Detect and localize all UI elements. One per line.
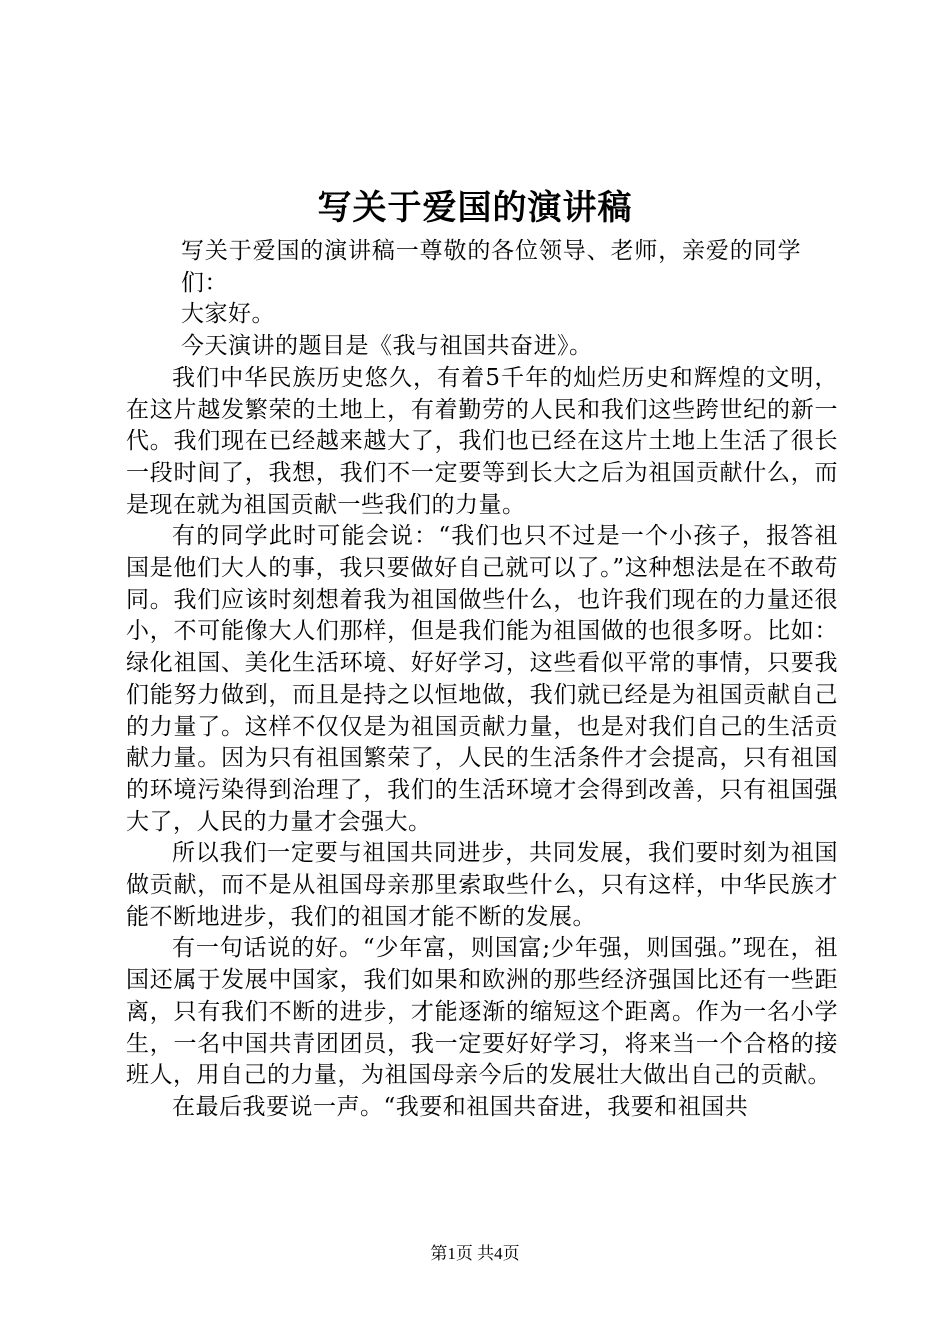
paragraph-contribution: 有的同学此时可能会说：“我们也只不过是一个小孩子，报答祖国是他们大人的事，我只要做好自己就可以了。”这种想法是在不敢苟同。我们应该时刻想着我为祖国做些什么，也许我们现在的力量还很小，不可能像大人们那样，但是我们能为祖国做的也很多呀。比如：绿化祖国、美化生活环境、好好学习，这些看似平常的事情，只要我们能努力做到，而且是持之以恒地做，我们就已经是为祖国贡献自己的力量了。这样不仅仅是为祖国贡献力量，也是对我们自己的生活贡献力量。因为只有祖国繁荣了，人民的生活条件才会提高，只有祖国的环境污染得到治理了，我们的生活环境才会得到改善，只有祖国强大了，人民的力量才会强大。: [126, 523, 838, 835]
paragraph-closing: 在最后我要说一声。“我要和祖国共奋进，我要和祖国共: [172, 1093, 749, 1120]
paragraph-topic: 今天演讲的题目是《我与祖国共奋进》。: [181, 333, 593, 360]
document-body: [126, 236, 838, 1124]
paragraph-history: 我们中华民族历史悠久，有着5千年的灿烂历史和辉煌的文明，在这片越发繁荣的土地上，有着勤劳的人民和我们这些跨世纪的新一代。我们现在已经越来越大了，我们也已经在这片土地上生活了很长一段时间了，我想，我们不一定要等到长大之后为祖国贡献什么，而是现在就为祖国贡献一些我们的力量。: [126, 364, 838, 518]
page-number-footer: 第1页 共4页: [430, 1244, 520, 1263]
paragraph-progress: 所以我们一定要与祖国共同进步，共同发展，我们要时刻为祖国做贡献，而不是从祖国母亲那里索取些什么，只有这样，中华民族才能不断地进步，我们的祖国才能不断的发展。: [126, 840, 838, 930]
paragraph-youth: 有一句话说的好。“少年富，则国富;少年强，则国强。”现在，祖国还属于发展中国家，我们如果和欧洲的那些经济强国比还有一些距离，只有我们不断的进步，才能逐渐的缩短这个距离。作为一名小学生，一名中国共青团团员，我一定要好好学习，将来当一个合格的接班人，用自己的力量，为祖国母亲今后的发展壮大做出自己的贡献。: [126, 935, 838, 1089]
paragraph-greeting: 写关于爱国的演讲稿一尊敬的各位领导、老师，亲爱的同学们：: [181, 238, 801, 296]
document-title: 写关于爱国的演讲稿: [317, 188, 633, 228]
paragraph-hello: 大家好。: [181, 301, 275, 328]
